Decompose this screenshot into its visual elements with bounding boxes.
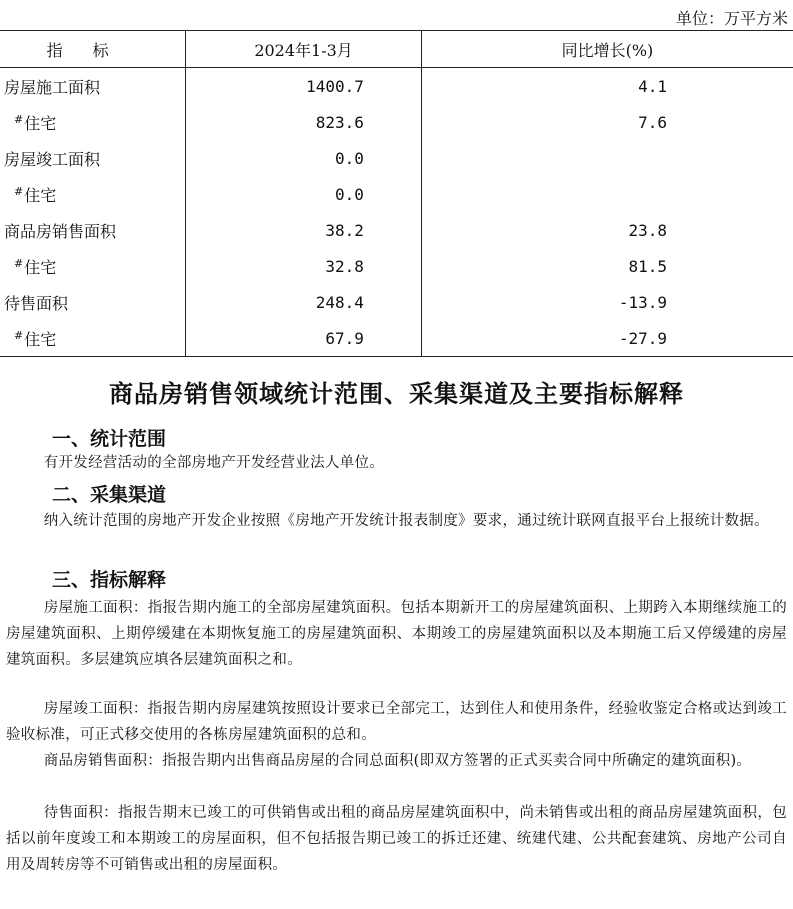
paragraph-scope: 有开发经营活动的全部房地产开发经营业法人单位。 xyxy=(43,455,385,471)
statistics-table xyxy=(0,30,793,357)
row-value-growth: -27.9 xyxy=(421,320,793,357)
paragraph-unsold-area: 待售面积：指报告期末已竣工的可供销售或出租的商品房屋建筑面积中，尚未销售或出租的商品房屋建筑面积，包括以前年度竣工和本期竣工的房屋面积，但不包括报告期已竣工的拆迁还建、统建代建、公共配套建筑、房地产公司自用及周转房等不可销售或出租的房屋面积。 xyxy=(6,805,787,873)
row-value-growth: 23.8 xyxy=(421,212,793,248)
row-label xyxy=(0,320,186,357)
row-label xyxy=(0,284,186,320)
row-value-growth: 81.5 xyxy=(421,248,793,284)
subitem-marker: # xyxy=(14,328,24,342)
table-body xyxy=(0,68,793,357)
subitem-marker: # xyxy=(14,112,24,126)
row-value-period: 823.6 xyxy=(186,104,422,140)
header-period: 2024年1-3月 xyxy=(186,31,422,68)
row-value-period: 0.0 xyxy=(186,176,422,212)
table-row xyxy=(0,248,793,284)
row-label-text: 商品房销售面积 xyxy=(4,221,117,241)
table-row xyxy=(0,104,793,140)
row-value-period: 67.9 xyxy=(186,320,422,357)
table-header-row xyxy=(0,31,793,68)
row-value-growth: 4.1 xyxy=(421,68,793,105)
row-value-growth xyxy=(421,176,793,212)
row-label xyxy=(0,140,186,176)
row-label-text: 住宅 xyxy=(24,185,57,205)
section-heading-scope: 一、统计范围 xyxy=(52,428,167,450)
row-label-text: 待售面积 xyxy=(4,293,69,313)
row-label xyxy=(0,104,186,140)
row-value-growth: 7.6 xyxy=(421,104,793,140)
table-row xyxy=(0,140,793,176)
row-label-text: 住宅 xyxy=(24,113,57,133)
row-value-period: 0.0 xyxy=(186,140,422,176)
row-label xyxy=(0,248,186,284)
row-label-text: 住宅 xyxy=(24,257,57,277)
row-value-period: 248.4 xyxy=(186,284,422,320)
row-label-text: 房屋竣工面积 xyxy=(4,149,101,169)
row-label xyxy=(0,212,186,248)
paragraph-channel: 纳入统计范围的房地产开发企业按照《房地产开发统计报表制度》要求，通过统计联网直报平台上报统计数据。 xyxy=(43,513,769,529)
document-title: 商品房销售领域统计范围、采集渠道及主要指标解释 xyxy=(109,379,684,408)
table-row xyxy=(0,68,793,105)
row-value-period: 32.8 xyxy=(186,248,422,284)
paragraph-sales-area: 商品房销售面积：指报告期内出售商品房屋的合同总面积(即双方签署的正式买卖合同中所确定的建筑面积)。 xyxy=(43,753,752,769)
table-row xyxy=(0,212,793,248)
row-value-period: 1400.7 xyxy=(186,68,422,105)
row-label-text: 住宅 xyxy=(24,329,57,349)
subitem-marker: # xyxy=(14,256,24,270)
header-growth: 同比增长(%) xyxy=(421,31,793,68)
paragraph-completed-area: 房屋竣工面积：指报告期内房屋建筑按照设计要求已全部完工，达到住人和使用条件，经验收鉴定合格或达到竣工验收标准，可正式移交使用的各栋房屋建筑面积的总和。 xyxy=(6,701,787,743)
paragraph-construction-area: 房屋施工面积：指报告期内施工的全部房屋建筑面积。包括本期新开工的房屋建筑面积、上期跨入本期继续施工的房屋建筑面积、上期停缓建在本期恢复施工的房屋建筑面积、本期竣工的房屋建筑面积以及本期施工后又停缓建的房屋建筑面积。多层建筑应填各层建筑面积之和。 xyxy=(6,600,787,668)
row-value-growth xyxy=(421,140,793,176)
section-heading-definitions: 三、指标解释 xyxy=(52,569,167,591)
section-heading-channel: 二、采集渠道 xyxy=(52,484,167,506)
table-row xyxy=(0,284,793,320)
header-indicator: 指标 xyxy=(0,31,186,68)
table-row xyxy=(0,176,793,212)
row-label xyxy=(0,176,186,212)
row-label xyxy=(0,68,186,105)
subitem-marker: # xyxy=(14,184,24,198)
table-row xyxy=(0,320,793,357)
unit-label: 单位：万平方米 xyxy=(675,9,788,28)
row-label-text: 房屋施工面积 xyxy=(4,77,101,97)
row-value-period: 38.2 xyxy=(186,212,422,248)
row-value-growth: -13.9 xyxy=(421,284,793,320)
